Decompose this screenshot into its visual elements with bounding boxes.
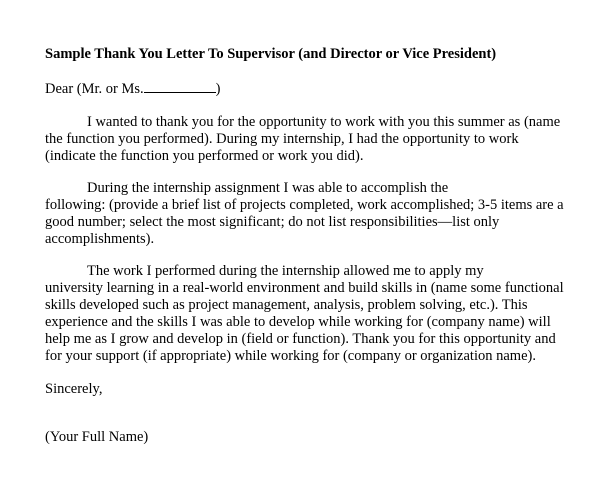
- paragraph3-line: for your support (if appropriate) while working for (company or organization name).: [45, 348, 536, 364]
- salutation-text: Dear (Mr. or Ms.: [45, 81, 144, 97]
- paragraph1-line: (indicate the function you performed or work you did).: [45, 148, 364, 164]
- paragraph2-line: accomplishments).: [45, 231, 155, 247]
- name-blank: [144, 80, 216, 93]
- paragraph3-line: The work I performed during the internship allowed me to apply my: [87, 263, 484, 279]
- paragraph2-line: During the internship assignment I was able to accomplish the: [87, 180, 449, 196]
- salutation-close: ): [215, 81, 221, 97]
- signature: (Your Full Name): [45, 429, 149, 445]
- paragraph3-line: experience and the skills I was able to develop while working for (company name) will: [45, 314, 551, 330]
- paragraph1-line: the function you performed). During my internship, I had the opportunity to work: [45, 131, 519, 147]
- paragraph2-line: following: (provide a brief list of projects completed, work accomplished; 3-5 items are a: [45, 197, 564, 213]
- letter-title: Sample Thank You Letter To Supervisor (and Director or Vice President): [45, 46, 497, 62]
- paragraph2-line: good number; select the most significant; do not list responsibilities—list only: [45, 214, 500, 230]
- paragraph3-line: skills developed such as project management, analysis, problem solving, etc.). This: [45, 297, 528, 313]
- paragraph3-line: help me as I grow and develop in (field or function). Thank you for this opportunity and: [45, 331, 556, 347]
- paragraph1-line: I wanted to thank you for the opportunity to work with you this summer as (name: [87, 114, 561, 130]
- closing: Sincerely,: [45, 381, 103, 397]
- salutation: [45, 80, 221, 98]
- paragraph3-line: university learning in a real-world environment and build skills in (name some functional: [45, 280, 564, 296]
